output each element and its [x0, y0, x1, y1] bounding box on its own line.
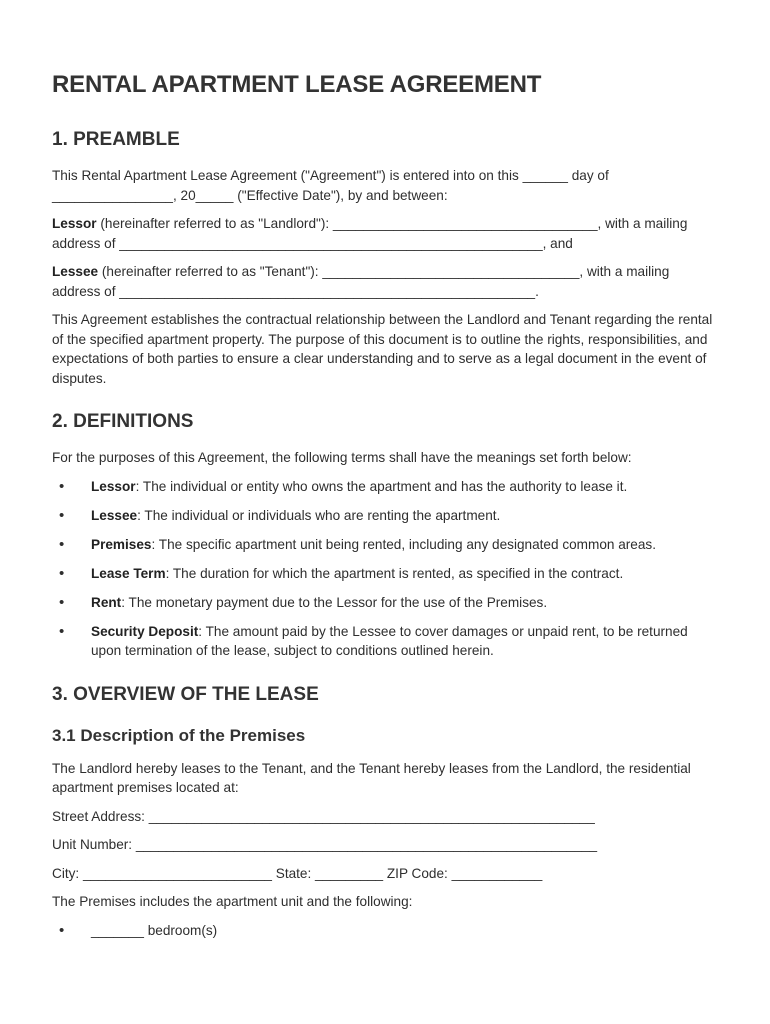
definition-item: [52, 564, 720, 584]
lessee-label: Lessee: [52, 264, 99, 279]
unit-number-line: Unit Number: _____________________________________________________________: [52, 837, 598, 852]
section-definitions: [52, 410, 720, 661]
definition-text: : The amount paid by the Lessee to cover damages or unpaid rent, to be returned upon termination of the lease, subject to conditions outlined herein.: [91, 623, 688, 658]
definition-term: Rent: [91, 594, 122, 610]
preamble-heading: 1. PREAMBLE: [52, 129, 180, 150]
definition-text: : The specific apartment unit being rented, including any designated common areas.: [151, 536, 656, 552]
definitions-heading: 2. DEFINITIONS: [52, 411, 194, 432]
premises-features-list: [52, 921, 720, 941]
feature-text: _______ bedroom(s): [91, 922, 218, 938]
premises-includes: The Premises includes the apartment unit and the following:: [52, 894, 413, 909]
city-state-zip-line: City: _________________________ State: _________ ZIP Code: ____________: [52, 865, 543, 881]
bullet-icon: •: [59, 564, 65, 582]
definition-item: [52, 593, 720, 613]
definition-item: [52, 622, 720, 661]
document-title: RENTAL APARTMENT LEASE AGREEMENT: [52, 71, 542, 98]
bullet-icon: •: [59, 622, 65, 640]
definition-term: Lessee: [91, 507, 138, 523]
definition-text: : The individual or individuals who are renting the apartment.: [137, 507, 501, 523]
definition-item: [52, 535, 720, 555]
bullet-icon: •: [59, 506, 65, 524]
definition-term: Lease Term: [91, 565, 166, 581]
lessor-paragraph: [52, 214, 720, 253]
overview-heading: 3. OVERVIEW OF THE LEASE: [52, 683, 319, 705]
bullet-icon: •: [59, 921, 65, 939]
bullet-icon: •: [59, 593, 65, 611]
lessee-paragraph: [52, 262, 720, 301]
preamble-intro: This Rental Apartment Lease Agreement ("Agreement") is entered into on this ______ day of ________________, 20_____ ("Effective Date"), by and between:: [52, 168, 609, 203]
street-address-line: Street Address: ___________________________________________________________: [52, 808, 595, 824]
definition-term: Security Deposit: [91, 623, 199, 639]
section-preamble: [52, 128, 720, 388]
feature-item: [52, 921, 720, 941]
definition-text: : The duration for which the apartment is rented, as specified in the contract.: [165, 565, 624, 581]
definition-term: Premises: [91, 536, 152, 552]
definition-text: : The monetary payment due to the Lessor for the use of the Premises.: [121, 594, 548, 610]
definition-term: Lessor: [91, 478, 136, 494]
premises-intro: The Landlord hereby leases to the Tenant, and the Tenant hereby leases from the Landlord, the residential apartment premises located at:: [52, 760, 691, 795]
lessor-text: (hereinafter referred to as "Landlord"): ___________________________________, with a mailing address of ________________________________________________________, and: [52, 216, 688, 251]
document-page: [52, 70, 720, 950]
bullet-icon: •: [59, 477, 65, 495]
lessor-label: Lessor: [52, 216, 97, 231]
section-overview: [52, 683, 720, 941]
lessee-text: (hereinafter referred to as "Tenant"): __________________________________, with a mailing address of _______________________________________________________.: [52, 264, 670, 299]
bullet-icon: •: [59, 535, 65, 553]
purpose-paragraph: This Agreement establishes the contractual relationship between the Landlord and Tenant regarding the rental of the specified apartment property. The purpose of this document is to outline the rights, responsibilities, and expectations of both parties to ensure a clear understanding and to serve as a legal document in the event of disputes.: [52, 312, 713, 386]
definition-item: [52, 477, 720, 497]
definitions-intro: For the purposes of this Agreement, the following terms shall have the meanings set forth below:: [52, 450, 632, 465]
premises-subheading: 3.1 Description of the Premises: [52, 725, 306, 745]
definition-text: : The individual or entity who owns the apartment and has the authority to lease it.: [135, 478, 628, 494]
definition-item: [52, 506, 720, 526]
definitions-list: [52, 477, 720, 661]
